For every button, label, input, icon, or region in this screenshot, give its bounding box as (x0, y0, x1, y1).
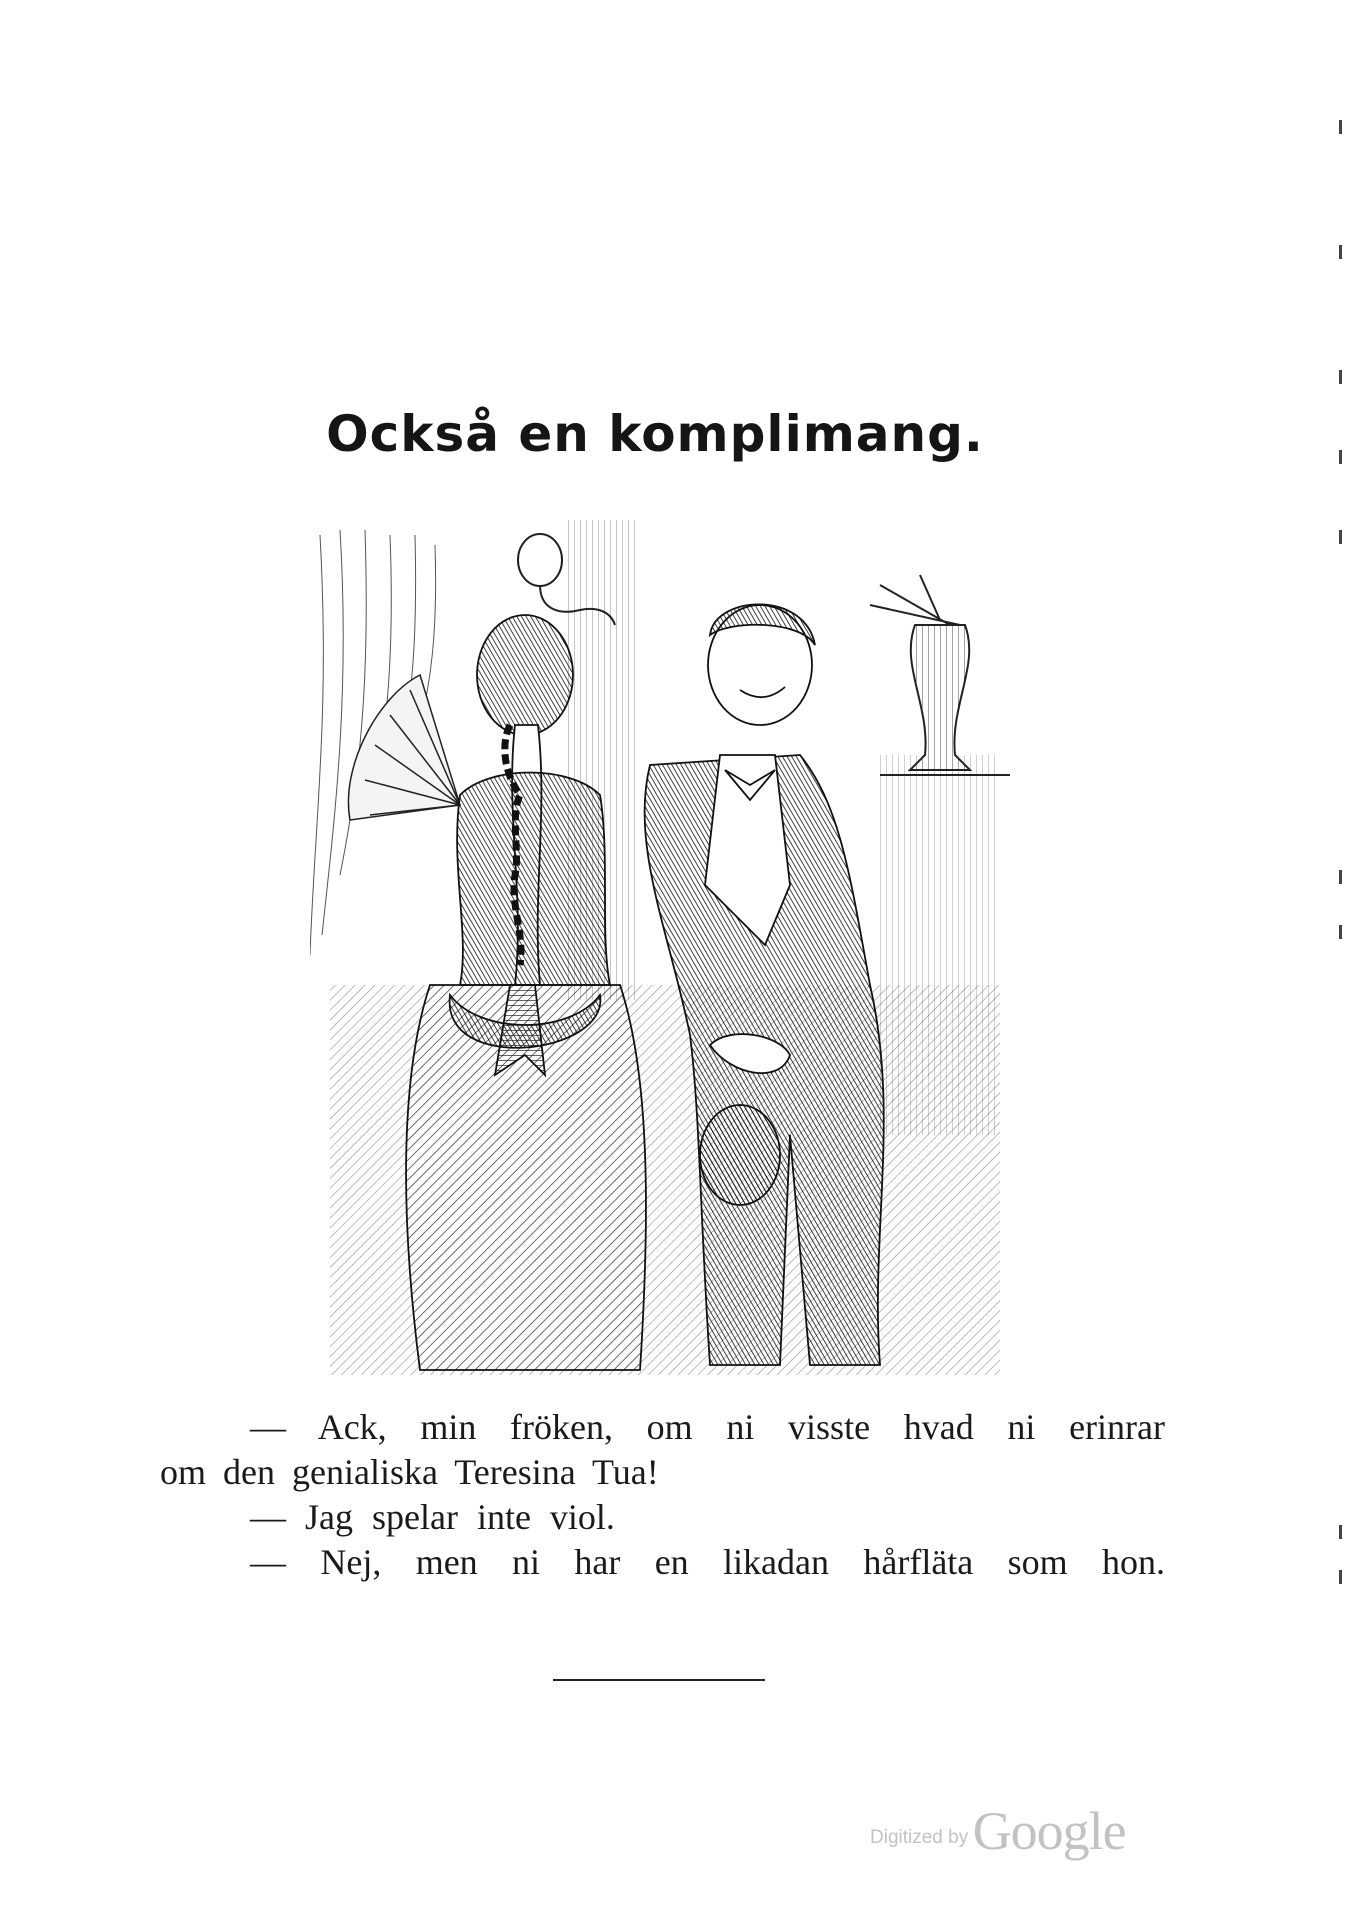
vase (870, 575, 1010, 775)
dialogue-line-3: — Jag spelar inte viol. (250, 1497, 615, 1537)
dialogue-line-1: — Ack, min fröken, om ni visste hvad ni erinrar (250, 1407, 1165, 1447)
dialogue-text (160, 1405, 1165, 1585)
page-title: Också en komplimang. (326, 405, 984, 463)
digitization-watermark (870, 1800, 1126, 1862)
hand-fan (348, 675, 460, 820)
dialogue-line-2: om den genialiska Teresina Tua! (160, 1452, 659, 1492)
engraving-illustration (310, 515, 1010, 1380)
watermark-brand: Google (972, 1801, 1126, 1861)
section-divider (553, 1679, 765, 1681)
dialogue-line-4: — Nej, men ni har en likadan hårfläta som hon. (250, 1542, 1165, 1582)
watermark-prefix: Digitized by (870, 1827, 969, 1848)
